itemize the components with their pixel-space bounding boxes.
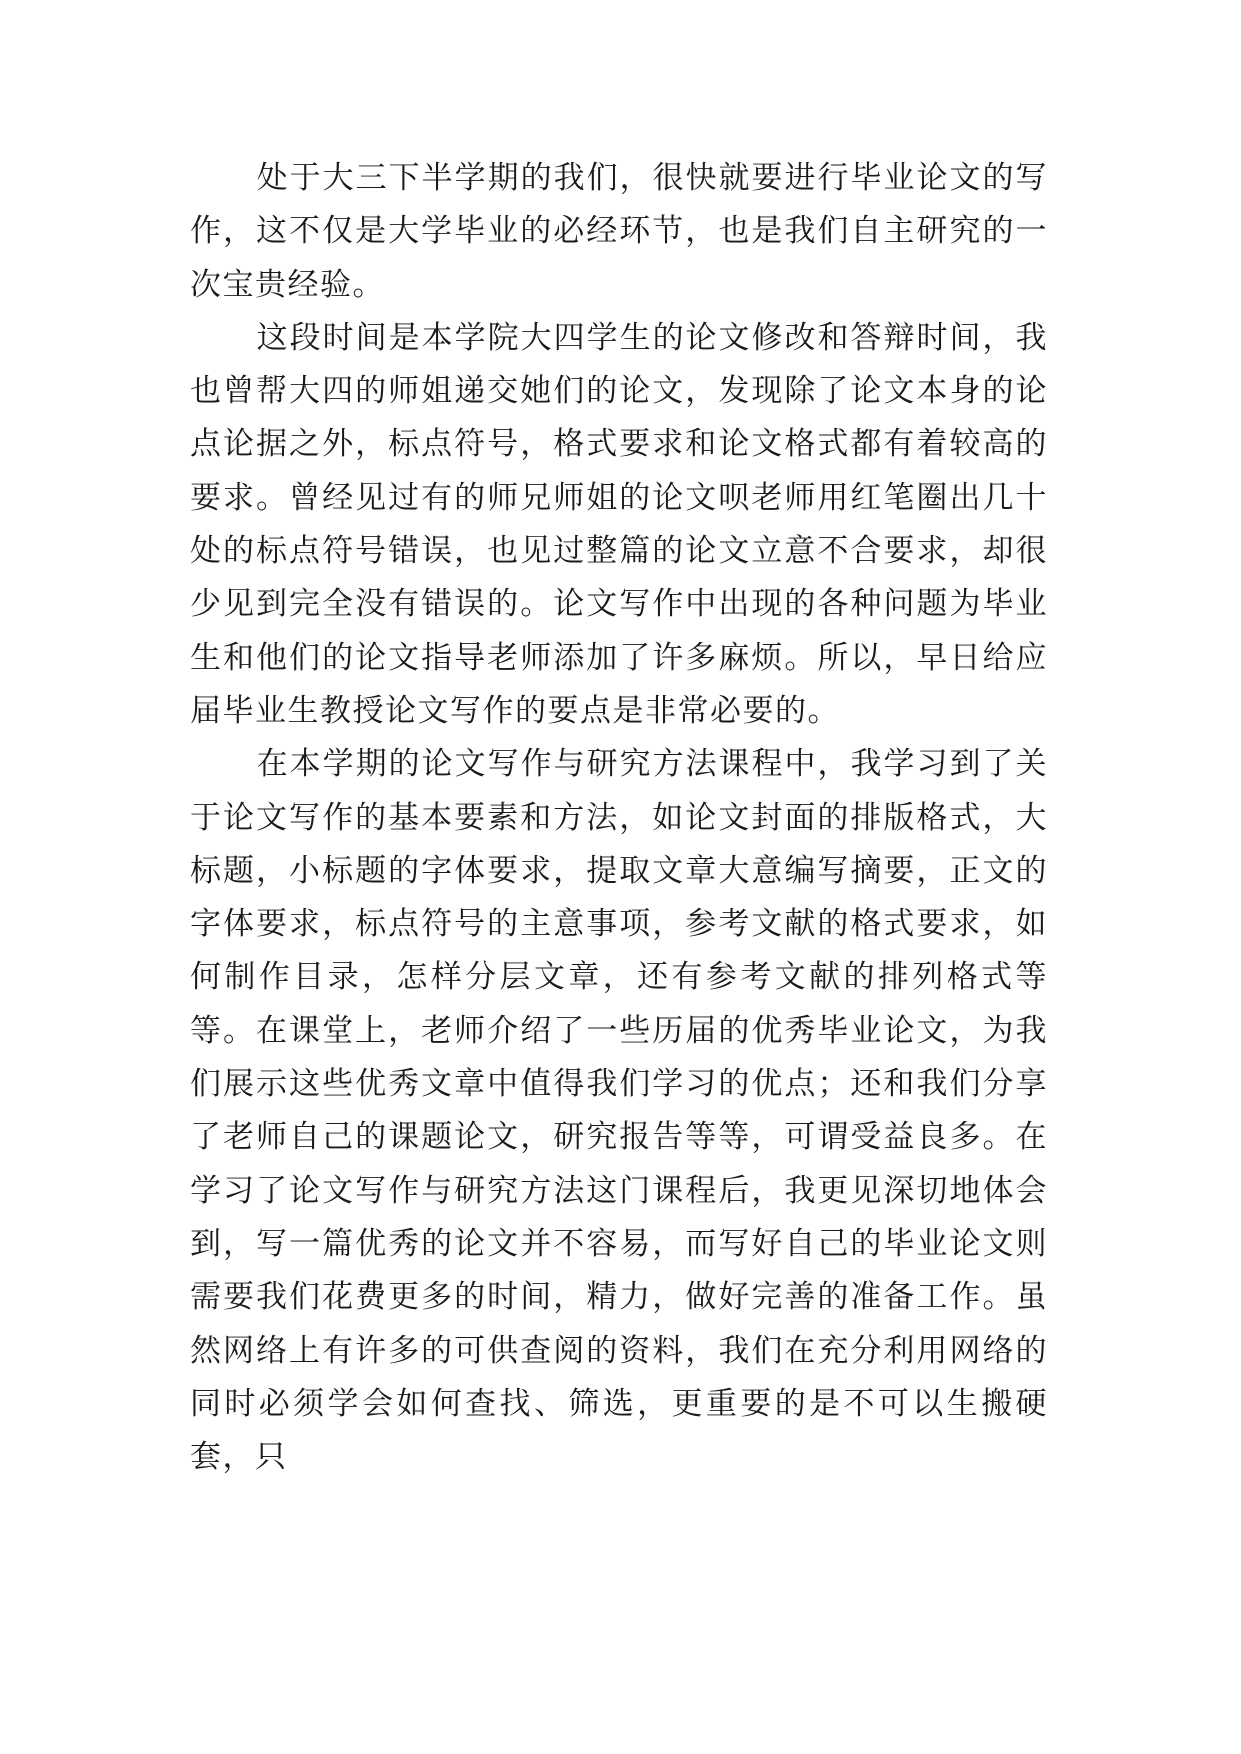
paragraph-1: 处于大三下半学期的我们，很快就要进行毕业论文的写作，这不仅是大学毕业的必经环节，也是我们自主研究的一次宝贵经验。 [190, 160, 1048, 303]
paragraph-2: 这段时间是本学院大四学生的论文修改和答辩时间，我也曾帮大四的师姐递交她们的论文，发现除了论文本身的论点论据之外，标点符号，格式要求和论文格式都有着较高的要求。曾经见过有的师兄师姐的论文呗老师用红笔圈出几十处的标点符号错误，也见过整篇的论文立意不合要求，却很少见到完全没有错误的。论文写作中出现的各种问题为毕业生和他们的论文指导老师添加了许多麻烦。所以，早日给应届毕业生教授论文写作的要点是非常必要的。 [190, 319, 1048, 729]
document-body [190, 152, 1048, 1484]
paragraph-3: 在本学期的论文写作与研究方法课程中，我学习到了关于论文写作的基本要素和方法，如论文封面的排版格式，大标题，小标题的字体要求，提取文章大意编写摘要，正文的字体要求，标点符号的主意事项，参考文献的格式要求，如何制作目录，怎样分层文章，还有参考文献的排列格式等等。在课堂上，老师介绍了一些历届的优秀毕业论文，为我们展示这些优秀文章中值得我们学习的优点；还和我们分享了老师自己的课题论文，研究报告等等，可谓受益良多。在学习了论文写作与研究方法这门课程后，我更见深切地体会到，写一篇优秀的论文并不容易，而写好自己的毕业论文则需要我们花费更多的时间，精力，做好完善的准备工作。虽然网络上有许多的可供查阅的资料，我们在充分利用网络的同时必须学会如何查找、筛选，更重要的是不可以生搬硬套，只 [190, 746, 1048, 1476]
